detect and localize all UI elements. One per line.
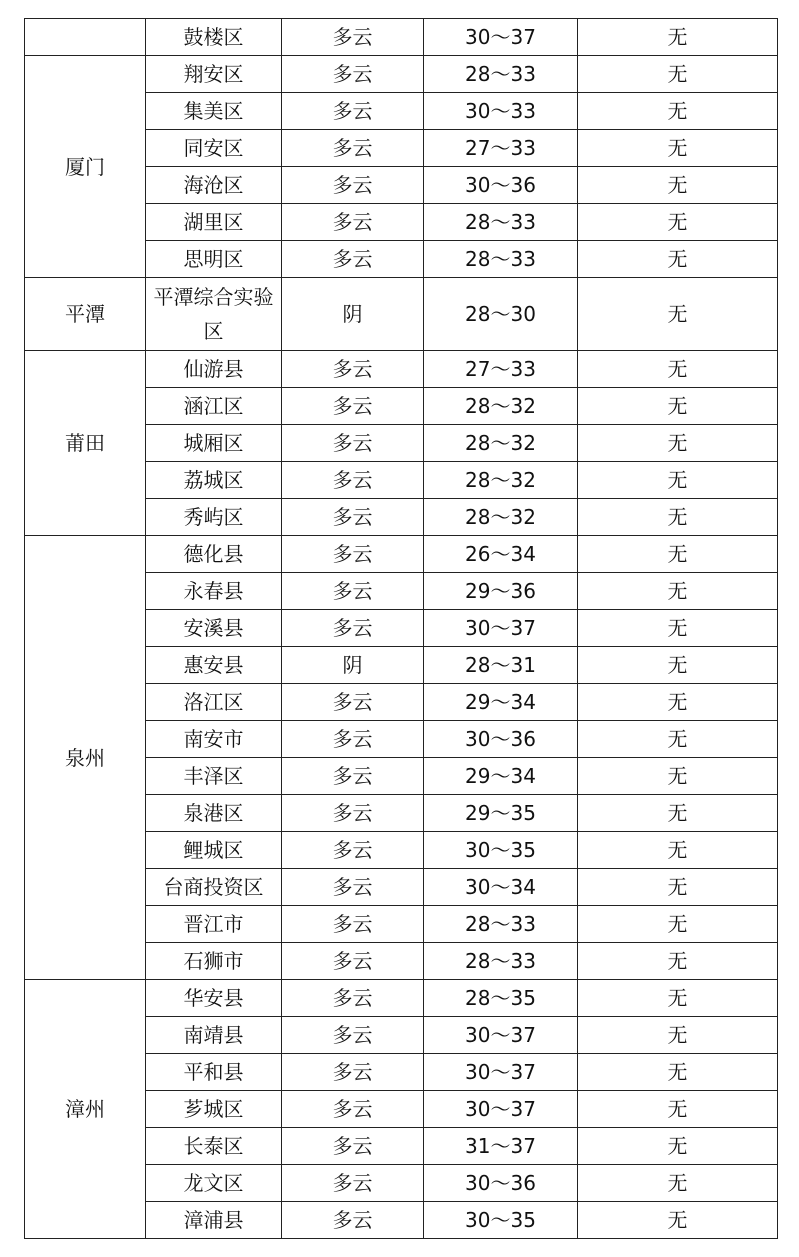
city-cell: 平潭 xyxy=(25,278,146,351)
county-cell: 台商投资区 xyxy=(146,869,282,906)
temperature-cell: 30～36 xyxy=(424,721,578,758)
warning-cell: 无 xyxy=(578,684,778,721)
county-cell: 集美区 xyxy=(146,93,282,130)
warning-cell: 无 xyxy=(578,351,778,388)
warning-cell: 无 xyxy=(578,19,778,56)
warning-cell: 无 xyxy=(578,499,778,536)
temperature-cell: 30～35 xyxy=(424,832,578,869)
warning-cell: 无 xyxy=(578,721,778,758)
warning-cell: 无 xyxy=(578,573,778,610)
county-cell: 长泰区 xyxy=(146,1128,282,1165)
table-row xyxy=(25,56,778,93)
weather-forecast-table xyxy=(24,18,778,1239)
county-cell: 湖里区 xyxy=(146,204,282,241)
county-cell: 平潭综合实验区 xyxy=(146,278,282,351)
county-cell: 涵江区 xyxy=(146,388,282,425)
temperature-cell: 30～37 xyxy=(424,610,578,647)
temperature-cell: 28～32 xyxy=(424,425,578,462)
temperature-cell: 28～33 xyxy=(424,241,578,278)
county-cell: 洛江区 xyxy=(146,684,282,721)
temperature-cell: 30～35 xyxy=(424,1202,578,1239)
county-cell: 晋江市 xyxy=(146,906,282,943)
county-cell: 芗城区 xyxy=(146,1091,282,1128)
county-cell: 鲤城区 xyxy=(146,832,282,869)
weather-cell: 多云 xyxy=(282,980,424,1017)
weather-cell: 多云 xyxy=(282,19,424,56)
table-row xyxy=(25,19,778,56)
temperature-cell: 30～37 xyxy=(424,1017,578,1054)
temperature-cell: 28～33 xyxy=(424,204,578,241)
county-cell: 思明区 xyxy=(146,241,282,278)
warning-cell: 无 xyxy=(578,204,778,241)
weather-cell: 多云 xyxy=(282,869,424,906)
temperature-cell: 27～33 xyxy=(424,351,578,388)
county-cell: 仙游县 xyxy=(146,351,282,388)
warning-cell: 无 xyxy=(578,647,778,684)
warning-cell: 无 xyxy=(578,167,778,204)
table-row xyxy=(25,536,778,573)
temperature-cell: 30～36 xyxy=(424,1165,578,1202)
warning-cell: 无 xyxy=(578,536,778,573)
temperature-cell: 30～37 xyxy=(424,19,578,56)
warning-cell: 无 xyxy=(578,906,778,943)
warning-cell: 无 xyxy=(578,869,778,906)
temperature-cell: 30～37 xyxy=(424,1091,578,1128)
county-cell: 同安区 xyxy=(146,130,282,167)
weather-cell: 多云 xyxy=(282,130,424,167)
county-cell: 鼓楼区 xyxy=(146,19,282,56)
warning-cell: 无 xyxy=(578,278,778,351)
warning-cell: 无 xyxy=(578,943,778,980)
weather-cell: 多云 xyxy=(282,573,424,610)
county-cell: 南靖县 xyxy=(146,1017,282,1054)
weather-cell: 多云 xyxy=(282,93,424,130)
temperature-cell: 28～32 xyxy=(424,388,578,425)
weather-cell: 多云 xyxy=(282,1017,424,1054)
county-cell: 安溪县 xyxy=(146,610,282,647)
temperature-cell: 29～35 xyxy=(424,795,578,832)
warning-cell: 无 xyxy=(578,610,778,647)
warning-cell: 无 xyxy=(578,1091,778,1128)
county-cell: 龙文区 xyxy=(146,1165,282,1202)
county-cell: 海沧区 xyxy=(146,167,282,204)
temperature-cell: 27～33 xyxy=(424,130,578,167)
warning-cell: 无 xyxy=(578,1128,778,1165)
weather-cell: 多云 xyxy=(282,204,424,241)
warning-cell: 无 xyxy=(578,758,778,795)
county-cell: 荔城区 xyxy=(146,462,282,499)
weather-cell: 多云 xyxy=(282,167,424,204)
county-cell: 德化县 xyxy=(146,536,282,573)
city-cell: 漳州 xyxy=(25,980,146,1239)
city-cell: 泉州 xyxy=(25,536,146,980)
temperature-cell: 28～33 xyxy=(424,943,578,980)
table-row xyxy=(25,278,778,351)
weather-cell: 多云 xyxy=(282,388,424,425)
weather-cell: 多云 xyxy=(282,943,424,980)
weather-cell: 多云 xyxy=(282,832,424,869)
weather-cell: 多云 xyxy=(282,610,424,647)
temperature-cell: 26～34 xyxy=(424,536,578,573)
weather-cell: 多云 xyxy=(282,536,424,573)
weather-cell: 多云 xyxy=(282,1091,424,1128)
city-cell: 莆田 xyxy=(25,351,146,536)
weather-cell: 多云 xyxy=(282,1202,424,1239)
county-cell: 漳浦县 xyxy=(146,1202,282,1239)
county-cell: 永春县 xyxy=(146,573,282,610)
temperature-cell: 28～32 xyxy=(424,462,578,499)
warning-cell: 无 xyxy=(578,795,778,832)
temperature-cell: 28～35 xyxy=(424,980,578,1017)
table-body xyxy=(25,19,778,1239)
temperature-cell: 30～34 xyxy=(424,869,578,906)
temperature-cell: 28～30 xyxy=(424,278,578,351)
temperature-cell: 30～33 xyxy=(424,93,578,130)
weather-cell: 阴 xyxy=(282,647,424,684)
county-cell: 泉港区 xyxy=(146,795,282,832)
temperature-cell: 28～33 xyxy=(424,56,578,93)
weather-cell: 多云 xyxy=(282,499,424,536)
weather-cell: 多云 xyxy=(282,425,424,462)
warning-cell: 无 xyxy=(578,56,778,93)
weather-cell: 多云 xyxy=(282,721,424,758)
weather-cell: 多云 xyxy=(282,1128,424,1165)
weather-cell: 多云 xyxy=(282,758,424,795)
county-cell: 惠安县 xyxy=(146,647,282,684)
table-row xyxy=(25,351,778,388)
warning-cell: 无 xyxy=(578,425,778,462)
temperature-cell: 29～36 xyxy=(424,573,578,610)
warning-cell: 无 xyxy=(578,388,778,425)
city-cell xyxy=(25,19,146,56)
temperature-cell: 28～31 xyxy=(424,647,578,684)
temperature-cell: 30～36 xyxy=(424,167,578,204)
county-cell: 秀屿区 xyxy=(146,499,282,536)
temperature-cell: 30～37 xyxy=(424,1054,578,1091)
temperature-cell: 31～37 xyxy=(424,1128,578,1165)
temperature-cell: 29～34 xyxy=(424,684,578,721)
warning-cell: 无 xyxy=(578,980,778,1017)
weather-cell: 多云 xyxy=(282,1054,424,1091)
county-cell: 翔安区 xyxy=(146,56,282,93)
weather-cell: 多云 xyxy=(282,795,424,832)
weather-cell: 多云 xyxy=(282,56,424,93)
weather-cell: 多云 xyxy=(282,684,424,721)
warning-cell: 无 xyxy=(578,130,778,167)
warning-cell: 无 xyxy=(578,241,778,278)
weather-cell: 阴 xyxy=(282,278,424,351)
county-cell: 石狮市 xyxy=(146,943,282,980)
county-cell: 华安县 xyxy=(146,980,282,1017)
county-cell: 丰泽区 xyxy=(146,758,282,795)
temperature-cell: 29～34 xyxy=(424,758,578,795)
city-cell: 厦门 xyxy=(25,56,146,278)
warning-cell: 无 xyxy=(578,1202,778,1239)
weather-cell: 多云 xyxy=(282,906,424,943)
weather-cell: 多云 xyxy=(282,351,424,388)
weather-cell: 多云 xyxy=(282,241,424,278)
county-cell: 城厢区 xyxy=(146,425,282,462)
warning-cell: 无 xyxy=(578,1017,778,1054)
warning-cell: 无 xyxy=(578,462,778,499)
weather-cell: 多云 xyxy=(282,462,424,499)
warning-cell: 无 xyxy=(578,1165,778,1202)
weather-cell: 多云 xyxy=(282,1165,424,1202)
county-cell: 平和县 xyxy=(146,1054,282,1091)
warning-cell: 无 xyxy=(578,832,778,869)
warning-cell: 无 xyxy=(578,1054,778,1091)
county-cell: 南安市 xyxy=(146,721,282,758)
temperature-cell: 28～33 xyxy=(424,906,578,943)
temperature-cell: 28～32 xyxy=(424,499,578,536)
table-row xyxy=(25,980,778,1017)
warning-cell: 无 xyxy=(578,93,778,130)
